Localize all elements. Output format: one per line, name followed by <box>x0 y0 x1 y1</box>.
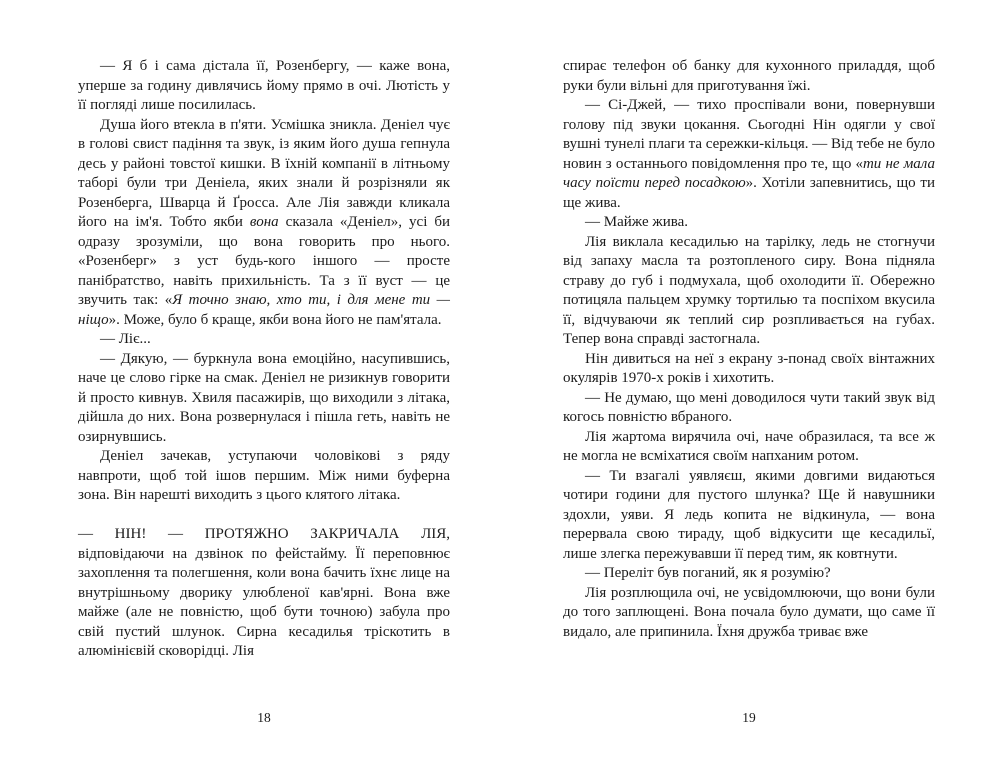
body-text: Лія розплющила очі, не усвідомлюючи, що вони були до того заплющені. Вона почала було думати, що саме її видало, але припинила. Їхня дружба триває вже <box>563 584 935 640</box>
paragraph <box>563 213 935 233</box>
paragraph <box>563 467 935 565</box>
body-text: — Я б і сама дістала її, Розенбергу, — каже вона, уперше за годину дивлячись йому прямо в очі. Лютість у її погляді лише посилилась. <box>78 58 450 113</box>
paragraph <box>563 584 935 643</box>
paragraph <box>563 57 935 96</box>
emphasized-text: вона <box>249 214 279 230</box>
paragraph <box>563 350 935 389</box>
emphasized-text: Я точно знаю, хто ти, і для мене ти — ніщо <box>78 292 450 328</box>
page-left <box>78 57 450 762</box>
body-text: Душа його втекла в п'яти. Усмішка зникла. Деніел чує в голові свист падіння та звук, із яким його душа гепнула десь у районі товстої кишки. В їхній компанії в літньому таборі були три Деніела, яких знали й розрізняли як Розенберга, Шварца й Ґросса. Але Лія завжди кликала його на ім'я. Тобто якби <box>78 116 450 230</box>
body-text: спирає телефон об банку для кухонного приладдя, щоб руки були вільні для приготування їжі. <box>563 58 935 94</box>
body-text: Лія жартома вирячила очі, наче образилася, та все ж не могла не всміхатися своїм напханим ротом. <box>563 428 935 464</box>
body-text: сказала «Деніел», усі би одразу зрозуміли, що вона говорить про нього. «Розенберг» з уст будь-кого іншого — просте панібратство, навіть прихильність. Та з її вуст — це звучить так: « <box>78 214 450 308</box>
body-text: Деніел зачекав, уступаючи чоловікові з ряду навпроти, щоб той ішов першим. Між ними буферна зона. Він нарешті виходить з цього клятого літака. <box>78 448 450 503</box>
body-text: — Ліє... <box>100 331 151 347</box>
paragraph <box>563 428 935 467</box>
page-right-text <box>563 57 935 642</box>
page-number-right: 19 <box>742 710 756 725</box>
body-text: — Ти взагалі уявляєш, якими довгими видаються чотири години для пустого шлунка? Ще й навушники здохли, уяви. Я ледь копита не відкинула, — вона перервала свою тираду, щоб відкусити ще кесадильї, лише злегка пережувавши її перед тим, як ковтнути. <box>563 467 935 562</box>
paragraph <box>563 233 935 350</box>
body-text: — Сі-Джей, — тихо проспівали вони, повернувши голову під звуки цокання. Сьогодні Нін одягли у свої вушні тунелі плаги та сережки-кільця. — Від тебе не було новин з останнього повідомлення про те, що « <box>563 97 935 172</box>
body-text: Нін дивиться на неї з екрану з-понад своїх вінтажних окулярів 1970-х років і хихотить. <box>563 350 935 386</box>
page-right <box>563 57 935 762</box>
paragraph <box>78 525 450 662</box>
body-text: — НІН! — ПРОТЯЖНО ЗАКРИЧАЛА ЛІЯ, відповідаючи на дзвінок по фейстайму. Її переповнює захоплення та полегшення, коли вона бачить їхнє лице на внутрішньому дворику улюбленої кав'ярні. Вона вже майже (але не повністю, щоб бути точною) забула про свій пустий шлунок. Сирна кесадилья тріскотить в алюмінієвій сковорідці. Лія <box>78 526 450 659</box>
paragraph <box>563 96 935 213</box>
emphasized-text: ти не мала часу поїсти перед посадкою <box>563 155 935 191</box>
body-text: — Майже жива. <box>585 214 689 230</box>
paragraph <box>563 389 935 428</box>
paragraph <box>78 350 450 448</box>
body-text: ». Може, було б краще, якби вона його не пам'ятала. <box>108 311 442 328</box>
body-text: ». Хотіли запевнитись, що ти ще жива. <box>563 175 935 211</box>
paragraph <box>563 564 935 584</box>
paragraph <box>78 57 450 116</box>
page-left-text <box>78 57 450 662</box>
paragraph <box>78 330 450 350</box>
paragraph <box>78 447 450 506</box>
body-text: — Дякую, — буркнула вона емоційно, насупившись, наче це слово гірке на смак. Деніел не ризикнув говорити й просто кивнув. Хвиля пасажирів, що виходили з літака, дійшла до них. Вона розвернулася і пішла геть, навіть не озирнувшись. <box>78 350 450 445</box>
body-text: — Переліт був поганий, як я розумію? <box>585 565 831 581</box>
paragraph <box>78 116 450 331</box>
body-text: Лія виклала кесадилью на тарілку, ледь не стогнучи від запаху масла та розтопленого сиру. Вона підняла страву до губ і подмухала, щоб охолодити її. Обережно потицяла пальцем хрумку тортилью та поспіхом вкусила її, відчуваючи як теплий сир розпливається на губах. Тепер вона справді застогнала. <box>563 233 935 347</box>
body-text: — Не думаю, що мені доводилося чути такий звук від когось повністю вбраного. <box>563 389 935 425</box>
page-number-left: 18 <box>257 710 271 725</box>
